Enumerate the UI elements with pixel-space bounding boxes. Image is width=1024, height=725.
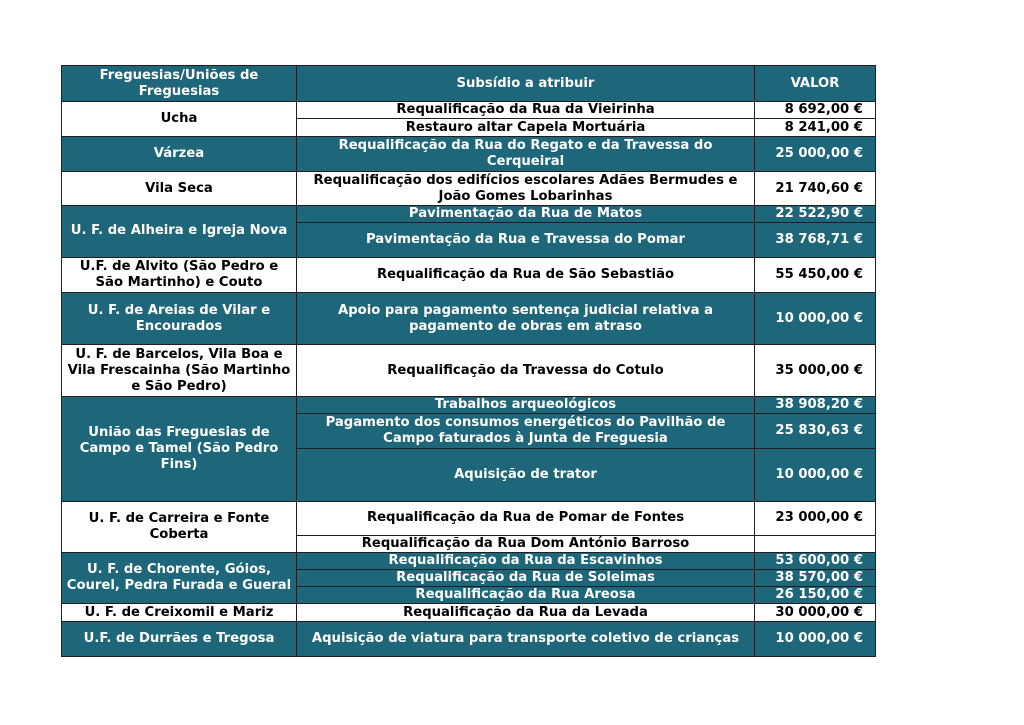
header-value: VALOR [755,66,876,102]
value-cell: 35 000,00 € [755,345,876,396]
table-row [62,396,876,413]
subsidy-cell: Pagamento dos consumos energéticos do Pavilhão de Campo faturados à Junta de Freguesia [297,413,755,448]
subsidy-cell: Requalificação da Rua de Pomar de Fontes [297,501,755,535]
subsidy-cell: Requalificação da Rua da Levada [297,604,755,621]
header-subsidy: Subsídio a atribuir [297,66,755,102]
value-cell: 22 522,90 € [755,206,876,223]
subsidy-table [61,65,876,657]
table-row [62,345,876,396]
value-cell: 38 570,00 € [755,570,876,587]
subsidy-cell: Aquisição de viatura para transporte coletivo de crianças [297,621,755,656]
parish-cell: Vila Seca [62,171,297,205]
subsidy-cell: Requalificação da Travessa do Cotulo [297,345,755,396]
value-cell: 8 692,00 € [755,102,876,119]
parish-cell: U. F. de Carreira e Fonte Coberta [62,501,297,552]
parish-cell: U. F. de Chorente, Góios, Courel, Pedra Furada e Gueral [62,553,297,604]
subsidy-cell: Requalificação da Rua da Escavinhos [297,553,755,570]
value-cell: 25 830,63 € [755,413,876,448]
subsidy-cell: Requalificação da Rua da Vieirinha [297,102,755,119]
parish-cell: U.F. de Durrães e Tregosa [62,621,297,656]
subsidy-cell: Requalificação da Rua Areosa [297,587,755,604]
subsidy-cell: Pavimentação da Rua e Travessa do Pomar [297,223,755,257]
parish-cell: Ucha [62,102,297,136]
value-cell: 30 000,00 € [755,604,876,621]
subsidy-table-body [62,66,876,657]
parish-cell: U. F. de Alheira e Igreja Nova [62,206,297,257]
table-row [62,102,876,119]
header-parish: Freguesias/Uniões de Freguesias [62,66,297,102]
value-cell: 23 000,00 € [755,501,876,535]
parish-cell: U. F. de Creixomil e Mariz [62,604,297,621]
subsidy-cell: Requalificação da Rua do Regato e da Travessa do Cerqueiral [297,136,755,171]
value-cell: 55 450,00 € [755,257,876,292]
table-row [62,171,876,205]
table-row [62,136,876,171]
table-row [62,501,876,535]
value-cell: 8 241,00 € [755,119,876,136]
subsidy-cell: Requalificação da Rua Dom António Barroso [297,535,755,552]
value-cell: 10 000,00 € [755,621,876,656]
table-row [62,621,876,656]
table-row [62,206,876,223]
value-cell: 25 000,00 € [755,136,876,171]
value-cell: 21 740,60 € [755,171,876,205]
subsidy-cell: Pavimentação da Rua de Matos [297,206,755,223]
value-cell: 10 000,00 € [755,292,876,344]
table-row [62,292,876,344]
parish-cell: U. F. de Areias de Vilar e Encourados [62,292,297,344]
subsidy-cell: Apoio para pagamento sentença judicial relativa a pagamento de obras em atraso [297,292,755,344]
subsidy-cell: Restauro altar Capela Mortuária [297,119,755,136]
table-row [62,553,876,570]
subsidy-cell: Trabalhos arqueológicos [297,396,755,413]
table-row [62,257,876,292]
subsidy-cell: Aquisição de trator [297,449,755,501]
subsidy-cell: Requalificação da Rua de São Sebastião [297,257,755,292]
parish-cell: U. F. de Barcelos, Vila Boa e Vila Frescainha (São Martinho e São Pedro) [62,345,297,396]
header-row [62,66,876,102]
value-cell: 53 600,00 € [755,553,876,570]
value-cell: 26 150,00 € [755,587,876,604]
value-cell: 10 000,00 € [755,449,876,501]
subsidy-cell: Requalificação dos edifícios escolares Adães Bermudes e João Gomes Lobarinhas [297,171,755,205]
subsidy-cell: Requalificação da Rua de Soleimas [297,570,755,587]
value-cell [755,535,876,552]
table-row [62,604,876,621]
parish-cell: União das Freguesias de Campo e Tamel (São Pedro Fins) [62,396,297,501]
parish-cell: Várzea [62,136,297,171]
value-cell: 38 908,20 € [755,396,876,413]
value-cell: 38 768,71 € [755,223,876,257]
parish-cell: U.F. de Alvito (São Pedro e São Martinho) e Couto [62,257,297,292]
